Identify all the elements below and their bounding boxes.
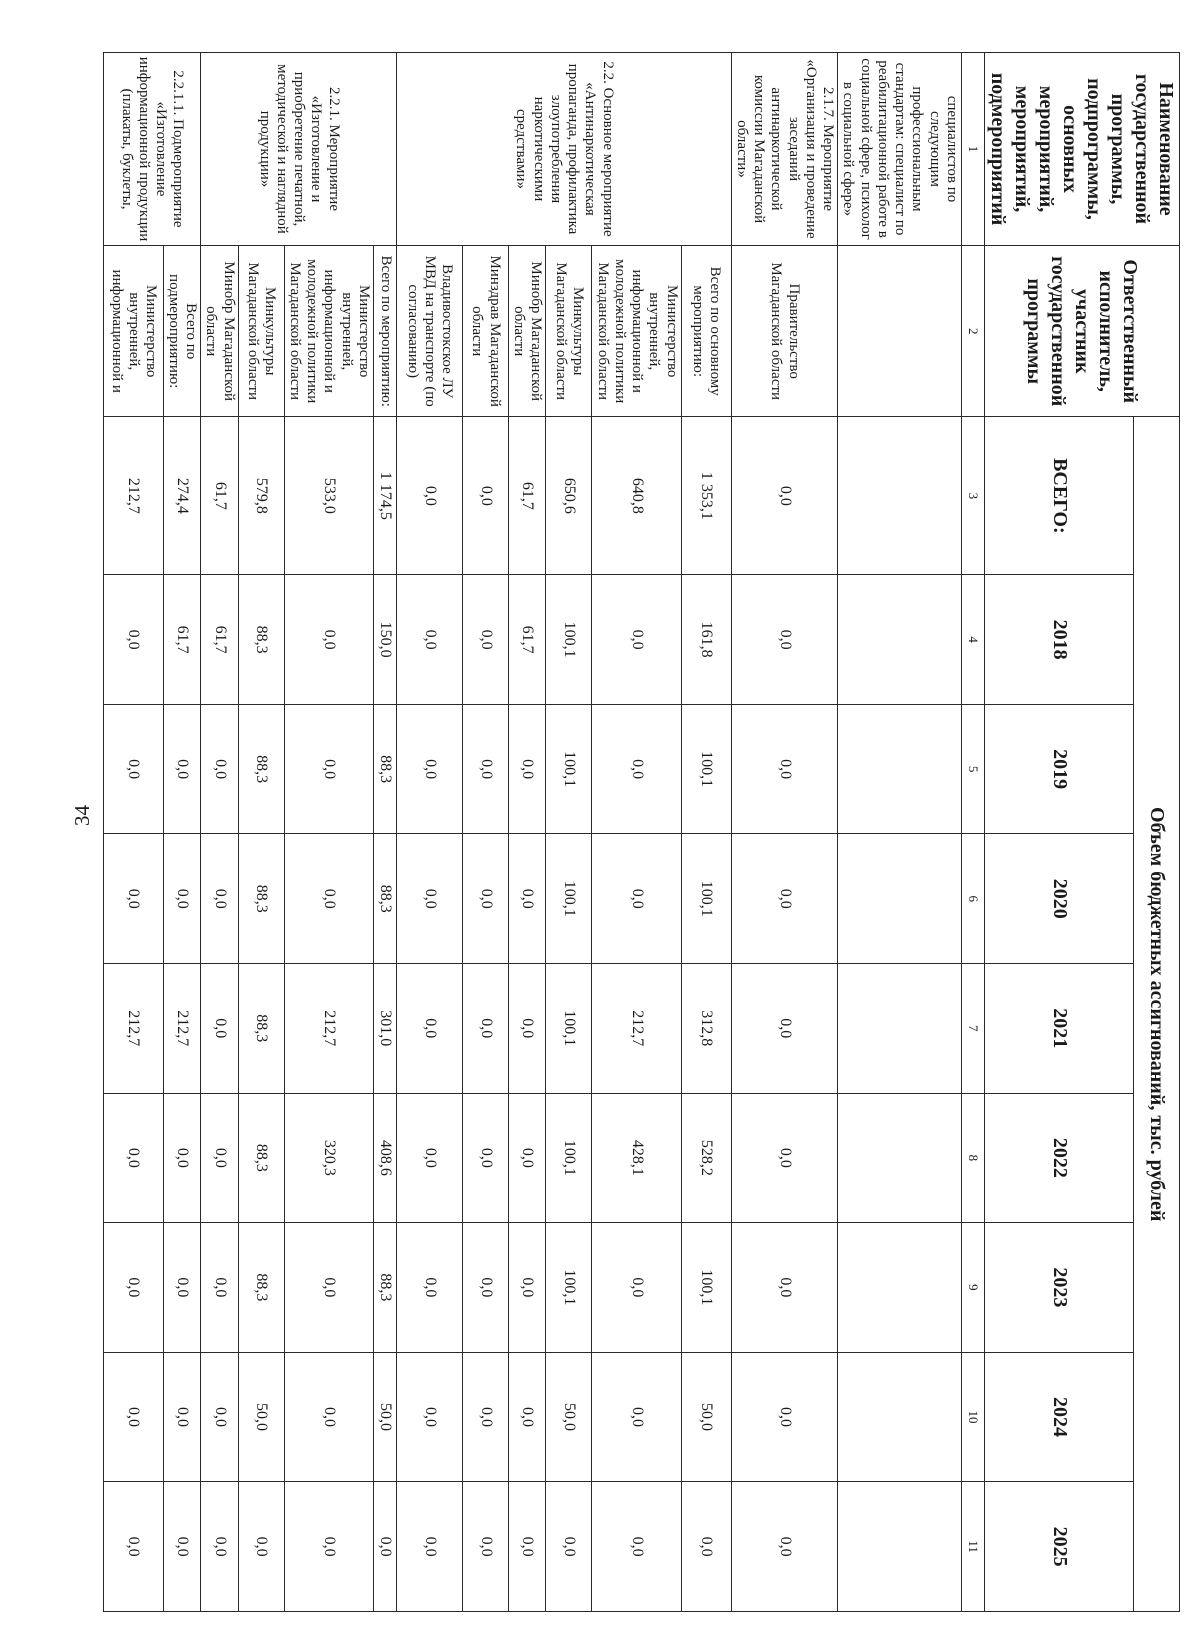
header-year: 2020 <box>985 834 1134 964</box>
table-row <box>284 53 373 1612</box>
row-value: 212,7 <box>592 964 681 1094</box>
row-value: 0,0 <box>163 834 201 964</box>
row-value: 0,0 <box>463 1482 509 1612</box>
row-value: 150,0 <box>374 575 397 705</box>
header-year: 2018 <box>985 575 1134 705</box>
row-value: 0,0 <box>509 1223 547 1353</box>
row-value: 88,3 <box>238 575 284 705</box>
row-value: 0,0 <box>731 704 838 834</box>
row-value: 0,0 <box>397 964 463 1094</box>
row-value: 100,1 <box>546 834 592 964</box>
row-value: 0,0 <box>397 417 463 575</box>
row-executor: Правительство Магаданской области <box>731 246 838 417</box>
column-number: 10 <box>962 1352 985 1482</box>
header-total: ВСЕГО: <box>985 417 1134 575</box>
page-number: 34 <box>70 805 94 826</box>
row-value: 0,0 <box>238 1482 284 1612</box>
row-name: 2.1.7. Мероприятие «Организация и проведение заседаний антинаркотической комиссии Магаданской области» <box>731 53 838 246</box>
row-executor: Минобр Магаданской области <box>201 246 239 417</box>
table-row <box>238 53 284 1612</box>
row-value: 0,0 <box>731 417 838 575</box>
column-number: 1 <box>962 53 985 246</box>
header-year: 2023 <box>985 1223 1134 1353</box>
row-value: 0,0 <box>509 1352 547 1482</box>
header-year: 2022 <box>985 1093 1134 1223</box>
row-value: 274,4 <box>163 417 201 575</box>
row-value: 320,3 <box>284 1093 373 1223</box>
table-row <box>509 53 547 1612</box>
row-executor: Минобр Магаданской области <box>509 246 547 417</box>
row-value: 100,1 <box>681 704 731 834</box>
row-value: 88,3 <box>238 834 284 964</box>
row-value: 640,8 <box>592 417 681 575</box>
row-value: 0,0 <box>284 575 373 705</box>
row-value: 0,0 <box>397 1352 463 1482</box>
row-value: 100,1 <box>546 1223 592 1353</box>
row-value: 0,0 <box>681 1482 731 1612</box>
row-value: 0,0 <box>463 1223 509 1353</box>
row-value: 312,8 <box>681 964 731 1094</box>
row-value: 0,0 <box>592 834 681 964</box>
row-executor: Министерство внутренней, информационной и молодежной политики Магаданской области <box>592 246 681 417</box>
row-value: 50,0 <box>546 1352 592 1482</box>
row-value: 0,0 <box>397 704 463 834</box>
row-value: 61,7 <box>163 575 201 705</box>
row-value: 161,8 <box>681 575 731 705</box>
row-value: 0,0 <box>163 1482 201 1612</box>
row-value: 0,0 <box>397 1223 463 1353</box>
row-value: 0,0 <box>201 834 239 964</box>
row-value: 0,0 <box>103 704 163 834</box>
row-value: 0,0 <box>463 704 509 834</box>
row-value: 0,0 <box>546 1482 592 1612</box>
row-value: 428,1 <box>592 1093 681 1223</box>
row-value: 0,0 <box>463 964 509 1094</box>
row-value: 0,0 <box>103 575 163 705</box>
row-value: 0,0 <box>463 575 509 705</box>
header-year: 2021 <box>985 964 1134 1094</box>
row-value: 0,0 <box>463 417 509 575</box>
row-value: 0,0 <box>201 704 239 834</box>
row-value: 0,0 <box>463 1093 509 1223</box>
row-value: 0,0 <box>731 834 838 964</box>
row-value: 0,0 <box>731 964 838 1094</box>
header-budget-title: Объем бюджетных ассигнований, тыс. рублей <box>1134 417 1180 1612</box>
table-row <box>397 53 463 1612</box>
row-value: 1 174,5 <box>374 417 397 575</box>
row-name: 2.2. Основное мероприятие «Антинаркотическая пропаганда, профилактика злоупотребления наркотическими средствами» <box>397 53 732 246</box>
row-value: 0,0 <box>284 834 373 964</box>
row-value: 100,1 <box>546 1093 592 1223</box>
row-value: 50,0 <box>681 1352 731 1482</box>
budget-table <box>103 52 1180 1612</box>
row-value: 0,0 <box>201 1223 239 1353</box>
row-value: 0,0 <box>731 1352 838 1482</box>
row-value: 301,0 <box>374 964 397 1094</box>
row-value: 650,6 <box>546 417 592 575</box>
row-value: 88,3 <box>238 1223 284 1353</box>
table-row <box>201 53 239 1612</box>
table-row <box>592 53 681 1612</box>
row-value: 0,0 <box>163 704 201 834</box>
row-value: 0,0 <box>201 964 239 1094</box>
row-value: 100,1 <box>546 575 592 705</box>
row-value: 0,0 <box>509 704 547 834</box>
column-number: 11 <box>962 1482 985 1612</box>
row-value: 0,0 <box>731 575 838 705</box>
row-value: 0,0 <box>163 1352 201 1482</box>
column-number: 7 <box>962 964 985 1094</box>
column-number: 5 <box>962 704 985 834</box>
row-value: 533,0 <box>284 417 373 575</box>
row-value: 50,0 <box>238 1352 284 1482</box>
row-value: 1 353,1 <box>681 417 731 575</box>
row-executor: Минздрав Магаданской области <box>463 246 509 417</box>
row-value: 212,7 <box>103 417 163 575</box>
row-executor: Всего по мероприятию: <box>374 246 397 417</box>
row-value: 0,0 <box>731 1482 838 1612</box>
row-value: 0,0 <box>592 704 681 834</box>
row-value: 0,0 <box>592 575 681 705</box>
row-name: специалистов по следующим профессиональным стандартам: специалист по реабилитационной работе в социальной сфере, психолог в социальной сфере» <box>838 53 962 246</box>
row-value: 88,3 <box>238 1093 284 1223</box>
column-number: 8 <box>962 1093 985 1223</box>
row-executor: Министерство внутренней, информационной и <box>103 246 163 417</box>
header-executor: Ответственный исполнитель, участник государственной программы <box>985 246 1180 417</box>
row-executor: Всего по подмероприятию: <box>163 246 201 417</box>
row-value: 408,6 <box>374 1093 397 1223</box>
row-value: 0,0 <box>463 834 509 964</box>
row-value: 212,7 <box>284 964 373 1094</box>
row-executor: Министерство внутренней, информационной и молодежной политики Магаданской области <box>284 246 373 417</box>
row-value: 100,1 <box>546 704 592 834</box>
row-value: 0,0 <box>103 1482 163 1612</box>
header-name: Наименование государственной программы, подпрограммы, основных мероприятий, мероприятий, подмероприятий <box>985 53 1180 246</box>
row-value: 212,7 <box>103 964 163 1094</box>
row-value: 100,1 <box>681 1223 731 1353</box>
table-row <box>463 53 509 1612</box>
row-value: 50,0 <box>374 1352 397 1482</box>
row-value: 0,0 <box>103 834 163 964</box>
table-row <box>838 53 962 1612</box>
row-value: 0,0 <box>509 834 547 964</box>
row-value: 0,0 <box>592 1482 681 1612</box>
row-value: 212,7 <box>163 964 201 1094</box>
column-number: 4 <box>962 575 985 705</box>
row-value: 0,0 <box>592 1352 681 1482</box>
row-name: 2.2.1. Мероприятие «Изготовление и приобретение печатной, методической и наглядной продукции» <box>201 53 397 246</box>
row-value: 0,0 <box>592 1223 681 1353</box>
row-value: 0,0 <box>163 1223 201 1353</box>
row-value: 0,0 <box>103 1223 163 1353</box>
header-year: 2025 <box>985 1482 1134 1612</box>
row-value: 0,0 <box>731 1223 838 1353</box>
row-value: 88,3 <box>238 964 284 1094</box>
table-row <box>374 53 397 1612</box>
row-value: 0,0 <box>103 1352 163 1482</box>
header-year: 2019 <box>985 704 1134 834</box>
table-row <box>163 53 201 1612</box>
row-value: 0,0 <box>284 1352 373 1482</box>
row-value: 100,1 <box>681 834 731 964</box>
row-value: 0,0 <box>397 575 463 705</box>
row-value: 0,0 <box>103 1093 163 1223</box>
row-value: 528,2 <box>681 1093 731 1223</box>
table-row <box>546 53 592 1612</box>
row-value: 61,7 <box>201 417 239 575</box>
row-value: 0,0 <box>163 1093 201 1223</box>
row-executor: Всего по основному мероприятию: <box>681 246 731 417</box>
row-value: 88,3 <box>374 834 397 964</box>
row-value: 0,0 <box>201 1093 239 1223</box>
column-number: 3 <box>962 417 985 575</box>
row-value: 0,0 <box>201 1482 239 1612</box>
row-value: 0,0 <box>509 1482 547 1612</box>
row-executor: Владивостокское ЛУ МВД на транспорте (по согласованию) <box>397 246 463 417</box>
row-value: 61,7 <box>509 417 547 575</box>
row-value: 0,0 <box>374 1482 397 1612</box>
column-number: 9 <box>962 1223 985 1353</box>
row-value: 61,7 <box>509 575 547 705</box>
row-name: 2.2.1.1. Подмероприятие «Изготовление информационной продукции (плакаты, буклеты, <box>103 53 201 246</box>
rotated-table-container <box>108 52 1180 1612</box>
row-value: 0,0 <box>201 1352 239 1482</box>
row-value: 0,0 <box>731 1093 838 1223</box>
table-row <box>731 53 838 1612</box>
row-value: 0,0 <box>284 1223 373 1353</box>
row-executor: Минкультуры Магаданской области <box>238 246 284 417</box>
row-value: 88,3 <box>238 704 284 834</box>
table-row <box>681 53 731 1612</box>
column-number: 6 <box>962 834 985 964</box>
row-value: 0,0 <box>397 1482 463 1612</box>
row-value: 579,8 <box>238 417 284 575</box>
row-value: 0,0 <box>397 1093 463 1223</box>
row-value: 0,0 <box>284 704 373 834</box>
row-value: 61,7 <box>201 575 239 705</box>
row-value: 0,0 <box>509 1093 547 1223</box>
row-value: 0,0 <box>397 834 463 964</box>
row-value: 88,3 <box>374 704 397 834</box>
row-value: 88,3 <box>374 1223 397 1353</box>
table-row <box>103 53 163 1612</box>
row-value: 0,0 <box>509 964 547 1094</box>
header-year: 2024 <box>985 1352 1134 1482</box>
row-value: 0,0 <box>463 1352 509 1482</box>
row-value: 0,0 <box>284 1482 373 1612</box>
row-executor: Минкультуры Магаданской области <box>546 246 592 417</box>
row-value: 100,1 <box>546 964 592 1094</box>
column-number: 2 <box>962 246 985 417</box>
